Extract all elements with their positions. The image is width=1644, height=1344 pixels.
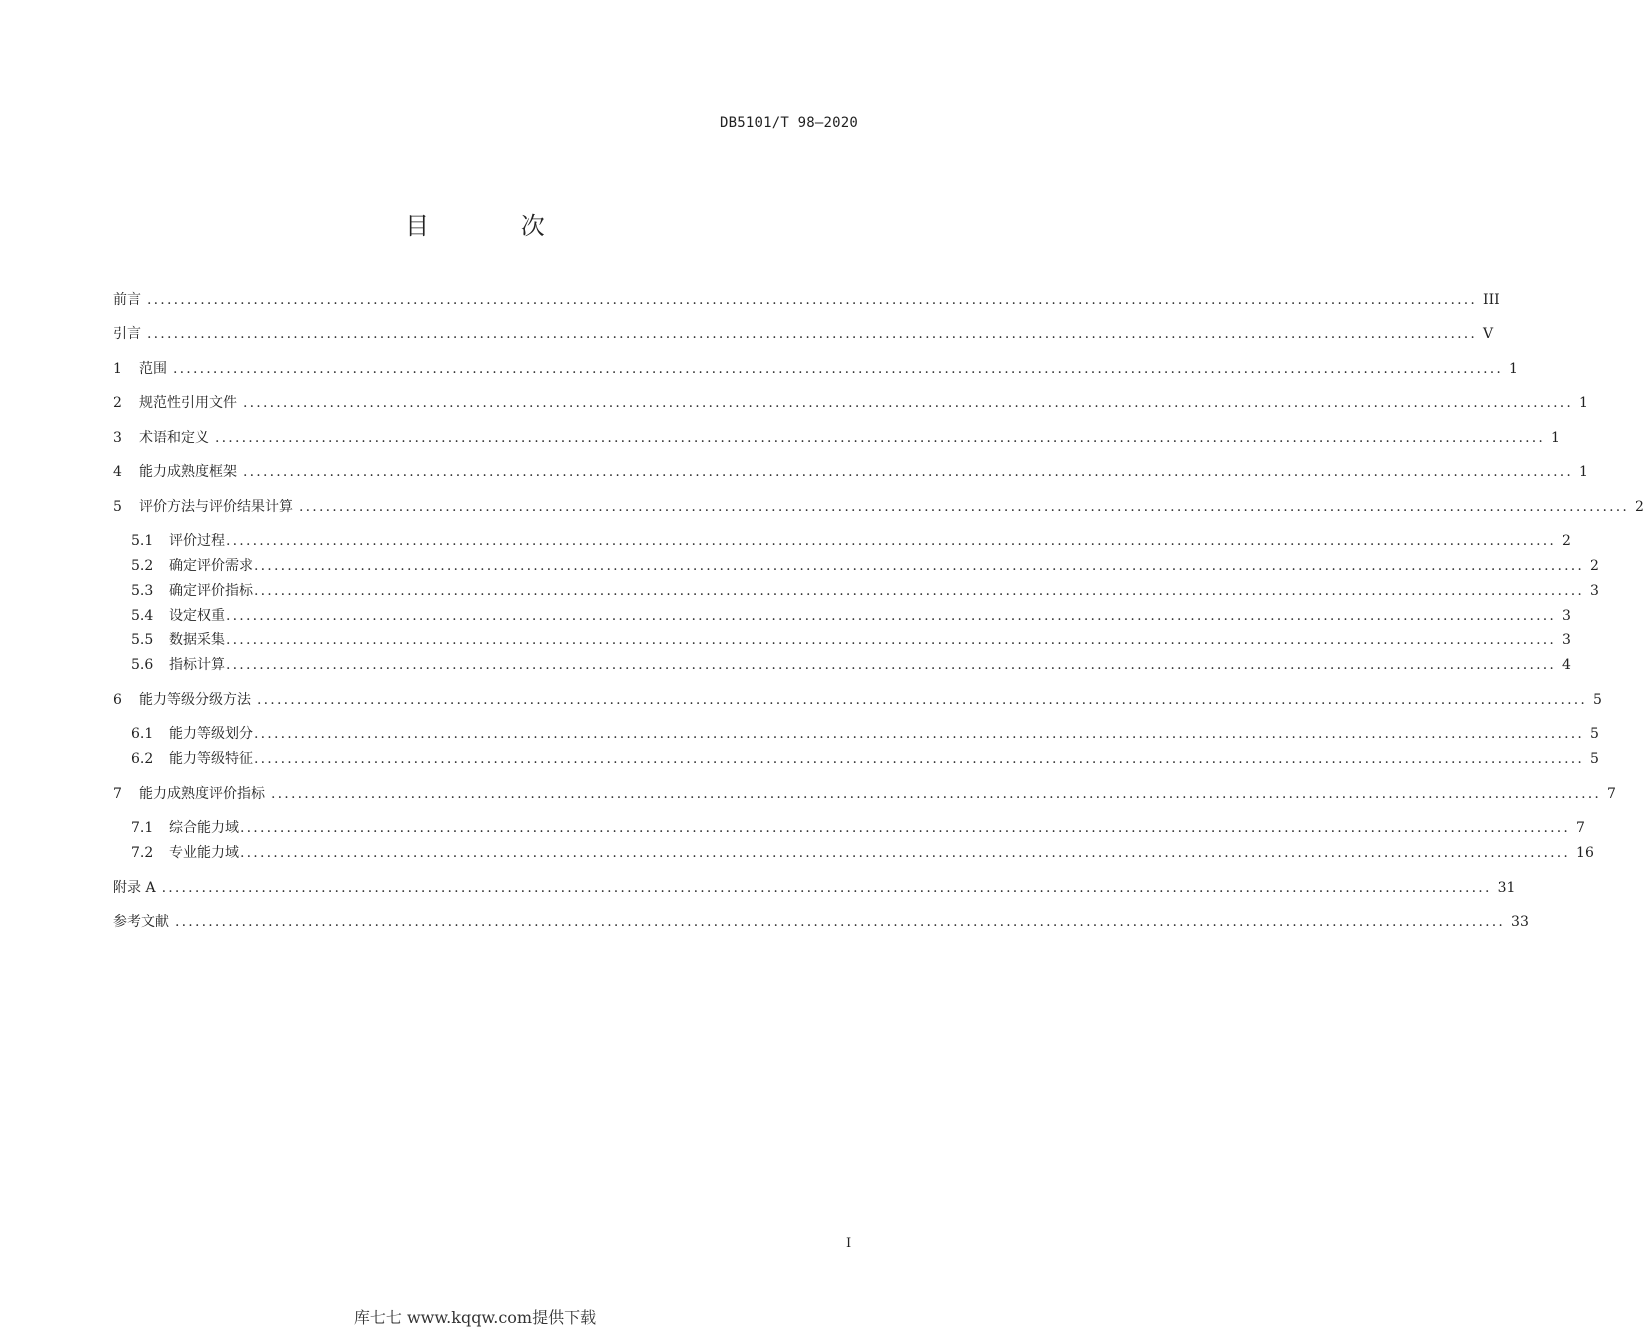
footer-watermark: 库七七 www.kqqw.com提供下载: [353, 1308, 597, 1327]
toc-entry[interactable]: [113, 909, 1529, 931]
toc-entry-number: 1: [113, 361, 122, 377]
toc-entry-number: 6.2: [131, 751, 154, 767]
toc-entry-label: 数据采集: [169, 632, 225, 648]
toc-dot-leader: ........................................................................................................................................................................................................: [226, 533, 1557, 549]
toc-dot-leader: ........................................................................................................................................................................................................: [243, 395, 1574, 411]
toc-entry[interactable]: [113, 425, 1560, 447]
toc-dot-leader: ........................................................................................................................................................................................................: [271, 786, 1602, 802]
toc-entry-label: 引言: [113, 326, 141, 342]
toc-entry-label: 参考文献: [113, 914, 169, 930]
toc-entry-page: 3: [1590, 583, 1599, 599]
toc-entry-label: 前言: [113, 292, 141, 308]
toc-dot-leader: ........................................................................................................................................................................................................: [254, 558, 1585, 574]
toc-entry-page: 7: [1576, 820, 1585, 836]
toc-entry-number: 5.2: [131, 558, 154, 574]
toc-entry-number: 5.6: [131, 657, 154, 673]
toc-entry-number: 2: [113, 395, 122, 411]
toc-entry[interactable]: [131, 528, 1571, 550]
toc-entry-label: 附录 A: [113, 880, 156, 896]
toc-dot-leader: ........................................................................................................................................................................................................: [299, 499, 1630, 515]
toc-entry-number: 6.1: [131, 726, 154, 742]
toc-entry-page: 7: [1607, 786, 1616, 802]
toc-entry-page: V: [1483, 326, 1494, 342]
toc-entry-label: 指标计算: [169, 657, 225, 673]
toc-entry-number: 5.1: [131, 533, 154, 549]
toc-dot-leader: ........................................................................................................................................................................................................: [173, 361, 1504, 377]
toc-entry-page: 1: [1509, 361, 1518, 377]
toc-entry[interactable]: [113, 356, 1518, 378]
toc-entry[interactable]: [131, 815, 1585, 837]
toc-entry-number: 7.1: [131, 820, 154, 836]
toc-entry-label: 评价过程: [169, 533, 225, 549]
toc-entry[interactable]: [113, 390, 1588, 412]
toc-entry-number: 7: [113, 786, 122, 802]
toc-entry-page: 4: [1562, 657, 1571, 673]
toc-dot-leader: ........................................................................................................................................................................................................: [257, 692, 1588, 708]
toc-entry-number: 4: [113, 464, 122, 480]
toc-entry-page: 1: [1551, 430, 1560, 446]
toc-entry-label: 能力等级特征: [169, 751, 253, 767]
toc-entry-page: 5: [1590, 726, 1599, 742]
toc-entry-number: 5.5: [131, 632, 154, 648]
toc-dot-leader: ........................................................................................................................................................................................................: [243, 464, 1574, 480]
toc-entry-label: 设定权重: [169, 608, 225, 624]
toc-entry[interactable]: [131, 578, 1599, 600]
toc-entry[interactable]: [131, 652, 1571, 674]
toc-entry[interactable]: [113, 321, 1494, 343]
toc-dot-leader: ........................................................................................................................................................................................................: [254, 583, 1585, 599]
toc-entry[interactable]: [131, 746, 1599, 768]
toc-entry-label: 确定评价需求: [169, 558, 253, 574]
toc-entry-page: 2: [1562, 533, 1571, 549]
toc-entry-label: 范围: [139, 361, 167, 377]
toc-entry-label: 确定评价指标: [169, 583, 253, 599]
toc-dot-leader: ........................................................................................................................................................................................................: [226, 657, 1557, 673]
toc-entry-page: 33: [1511, 914, 1529, 930]
toc-dot-leader: ........................................................................................................................................................................................................: [175, 914, 1506, 930]
toc-entry-label: 术语和定义: [139, 430, 209, 446]
toc-entry-label: 能力等级分级方法: [139, 692, 251, 708]
toc-entry-page: 3: [1562, 608, 1571, 624]
toc-title: 目 次: [405, 212, 587, 240]
toc-entry-number: 5.3: [131, 583, 154, 599]
toc-entry-number: 5.4: [131, 608, 154, 624]
toc-dot-leader: ........................................................................................................................................................................................................: [215, 430, 1546, 446]
toc-entry[interactable]: [113, 459, 1588, 481]
toc-entry[interactable]: [131, 840, 1594, 862]
toc-entry-page: 5: [1590, 751, 1599, 767]
toc-entry-number: 3: [113, 430, 122, 446]
toc-entry-label: 评价方法与评价结果计算: [139, 499, 293, 515]
toc-entry-label: 能力成熟度评价指标: [139, 786, 265, 802]
toc-entry-label: 专业能力域: [169, 845, 239, 861]
toc-dot-leader: ........................................................................................................................................................................................................: [147, 292, 1478, 308]
toc-entry-page: 5: [1593, 692, 1602, 708]
toc-dot-leader: ........................................................................................................................................................................................................: [254, 751, 1585, 767]
toc-entry[interactable]: [131, 603, 1571, 625]
table-of-contents: [113, 0, 1644, 1000]
page-number: I: [846, 1236, 852, 1251]
toc-entry[interactable]: [131, 721, 1599, 743]
toc-entry-label: 综合能力域: [169, 820, 239, 836]
toc-entry[interactable]: [113, 781, 1616, 803]
toc-entry-page: III: [1483, 292, 1500, 308]
toc-entry[interactable]: [113, 287, 1500, 309]
toc-dot-leader: ........................................................................................................................................................................................................: [226, 632, 1557, 648]
toc-entry-label: 能力成熟度框架: [139, 464, 237, 480]
toc-entry[interactable]: [113, 687, 1602, 709]
toc-dot-leader: ........................................................................................................................................................................................................: [240, 820, 1571, 836]
toc-dot-leader: ........................................................................................................................................................................................................: [240, 845, 1571, 861]
toc-dot-leader: ........................................................................................................................................................................................................: [226, 608, 1557, 624]
toc-entry-page: 1: [1579, 395, 1588, 411]
toc-entry-page: 16: [1576, 845, 1594, 861]
toc-entry-label: 能力等级划分: [169, 726, 253, 742]
toc-dot-leader: ........................................................................................................................................................................................................: [254, 726, 1585, 742]
toc-entry-page: 3: [1562, 632, 1571, 648]
toc-entry[interactable]: [113, 494, 1644, 516]
toc-entry[interactable]: [131, 553, 1599, 575]
toc-entry-number: 7.2: [131, 845, 154, 861]
toc-entry[interactable]: [113, 875, 1516, 897]
toc-entry-page: 1: [1579, 464, 1588, 480]
toc-entry-number: 6: [113, 692, 122, 708]
toc-entry-label: 规范性引用文件: [139, 395, 237, 411]
toc-entry-page: 2: [1635, 499, 1644, 515]
toc-dot-leader: ........................................................................................................................................................................................................: [161, 880, 1492, 896]
toc-dot-leader: ........................................................................................................................................................................................................: [147, 326, 1478, 342]
toc-entry-page: 31: [1497, 880, 1516, 896]
toc-entry-number: 5: [113, 499, 122, 515]
document-code: DB5101/T 98—2020: [719, 115, 858, 131]
toc-entry[interactable]: [131, 627, 1571, 649]
toc-entry-page: 2: [1590, 558, 1599, 574]
